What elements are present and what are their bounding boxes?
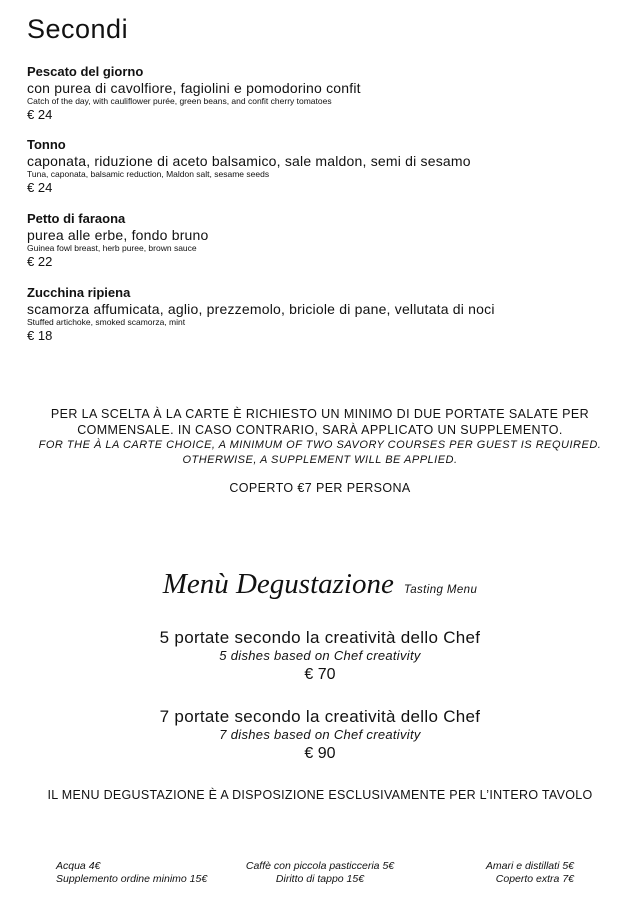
dish-name: Zucchina ripiena	[27, 285, 131, 300]
tasting-menu-title: Menù Degustazione	[162, 568, 394, 600]
tasting-menu-subtitle: Tasting Menu	[403, 584, 478, 596]
dish-english-description: Stuffed artichoke, smoked scamorza, mint	[27, 317, 186, 327]
tasting-menu-heading	[0, 568, 640, 601]
footer-item: Amari e distillati 5€	[485, 860, 574, 872]
tasting-option-title: 7 portate secondo la creatività dello Chef	[159, 707, 481, 726]
tasting-option-price: € 90	[304, 745, 336, 762]
footer-extras-right	[486, 860, 574, 886]
dish-english-description: Catch of the day, with cauliflower purée, green beans, and confit cherry tomatoes	[27, 96, 332, 106]
tasting-option	[0, 628, 640, 684]
tasting-option-english: 5 dishes based on Chef creativity	[219, 648, 421, 663]
dish-item	[27, 211, 617, 270]
tasting-option-price: € 70	[304, 666, 336, 683]
footer-item: Coperto extra 7€	[495, 873, 574, 885]
notice-english-line: FOR THE À LA CARTE CHOICE, A MINIMUM OF TWO SAVORY COURSES PER GUEST IS REQUIRED.	[38, 439, 602, 451]
tasting-table-note: IL MENU DEGUSTAZIONE È A DISPOSIZIONE ESCLUSIVAMENTE PER L’INTERO TAVOLO	[47, 788, 593, 802]
footer-item: Diritto di tappo 15€	[275, 873, 365, 885]
tasting-option-english: 7 dishes based on Chef creativity	[219, 727, 421, 742]
dish-item	[27, 285, 617, 344]
notice-english-line: OTHERWISE, A SUPPLEMENT WILL BE APPLIED.	[182, 454, 458, 466]
dish-price: € 22	[27, 254, 53, 269]
dish-item	[27, 137, 617, 196]
dish-description: caponata, riduzione di aceto balsamico, sale maldon, semi di sesamo	[27, 153, 471, 169]
dish-description: con purea di cavolfiore, fagiolini e pomodorino confit	[27, 80, 361, 96]
dish-name: Tonno	[27, 137, 66, 152]
dish-description: purea alle erbe, fondo bruno	[27, 227, 209, 243]
footer-extras-left	[56, 860, 207, 886]
dish-name: Pescato del giorno	[27, 64, 144, 79]
footer-item: Supplemento ordine minimo 15€	[56, 873, 208, 885]
footer-extras-center	[200, 860, 440, 886]
tasting-option-title: 5 portate secondo la creatività dello Chef	[159, 628, 481, 647]
dish-item	[27, 64, 617, 123]
footer-item: Acqua 4€	[56, 860, 101, 872]
dish-price: € 18	[27, 328, 53, 343]
coperto-notice: COPERTO €7 PER PERSONA	[229, 481, 411, 495]
notice-line: PER LA SCELTA À LA CARTE È RICHIESTO UN MINIMO DI DUE PORTATE SALATE PER	[50, 407, 590, 421]
footer-item: Caffè con piccola pasticceria 5€	[245, 860, 395, 872]
dish-description: scamorza affumicata, aglio, prezzemolo, briciole di pane, vellutata di noci	[27, 301, 495, 317]
notice-line: COMMENSALE. IN CASO CONTRARIO, SARÀ APPLICATO UN SUPPLEMENTO.	[77, 423, 563, 437]
section-title: Secondi	[27, 14, 129, 44]
a-la-carte-notice	[0, 406, 640, 468]
dish-english-description: Guinea fowl breast, herb puree, brown sauce	[27, 243, 197, 253]
dish-price: € 24	[27, 180, 53, 195]
tasting-option	[0, 707, 640, 763]
dish-price: € 24	[27, 107, 53, 122]
dish-english-description: Tuna, caponata, balsamic reduction, Maldon salt, sesame seeds	[27, 169, 270, 179]
dish-name: Petto di faraona	[27, 211, 126, 226]
